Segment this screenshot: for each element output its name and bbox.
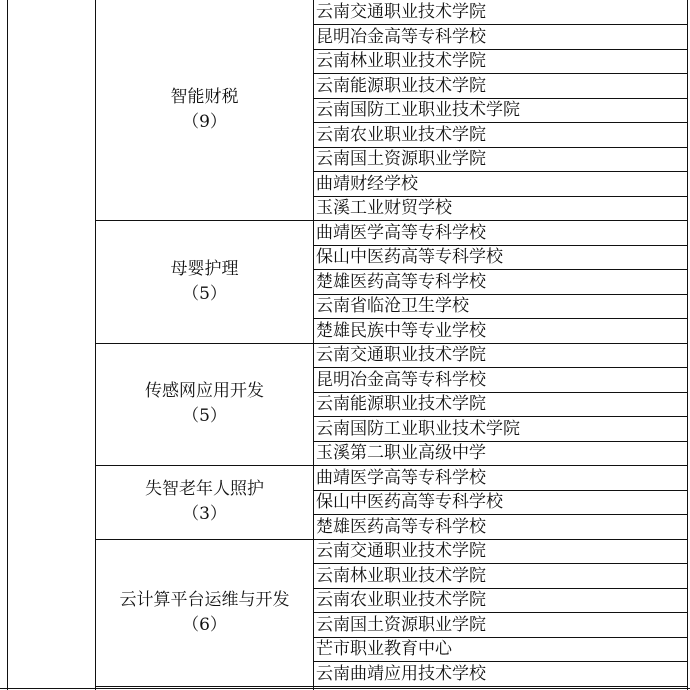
school-name: 芒市职业教育中心: [316, 639, 452, 659]
program-cell: [96, 85, 313, 135]
grid-line: [95, 686, 688, 687]
school-name: 云南国土资源职业学院: [316, 149, 486, 169]
school-name: 楚雄医药高等专科学校: [316, 271, 486, 292]
grid-line: [313, 0, 314, 690]
school-name: 云南农业职业技术学院: [316, 590, 486, 610]
school-name: 云南交通职业技术学院: [316, 541, 486, 561]
grid-line: [7, 0, 8, 690]
program-name: 传感网应用开发: [145, 381, 264, 402]
school-name: 楚雄医药高等专科学校: [316, 516, 486, 537]
school-name: 保山中医药高等专科学校: [316, 247, 503, 267]
school-name: 云南国防工业职业技术学院: [316, 100, 520, 120]
school-name: 玉溪第二职业高级中学: [316, 443, 486, 463]
program-count: （5）: [182, 283, 227, 304]
program-name: 智能财税: [170, 87, 239, 108]
school-name: 楚雄民族中等专业学校: [316, 320, 486, 341]
school-name: 云南林业职业技术学院: [316, 51, 486, 71]
school-name: 云南国防工业职业技术学院: [316, 418, 520, 439]
program-cell: [96, 257, 313, 307]
program-count: （6）: [182, 614, 227, 635]
grid-line: [0, 688, 690, 689]
school-name: 保山中医药高等专科学校: [316, 492, 503, 512]
school-name: 昆明冶金高等专科学校: [316, 26, 486, 47]
school-name: 云南能源职业技术学院: [316, 75, 486, 96]
school-name: 玉溪工业财贸学校: [316, 198, 452, 218]
school-name: 云南国土资源职业学院: [316, 614, 486, 635]
school-name: 昆明冶金高等专科学校: [316, 369, 486, 390]
program-cell: [96, 588, 313, 638]
program-name: 云计算平台运维与开发: [119, 589, 290, 610]
school-name: 曲靖财经学校: [316, 173, 418, 194]
program-name: 失智老年人照护: [145, 479, 264, 500]
program-cell: [96, 477, 313, 527]
program-count: （5）: [182, 406, 227, 427]
school-name: 云南省临沧卫生学校: [316, 296, 469, 316]
school-name: 云南交通职业技术学院: [316, 2, 486, 22]
school-name: 云南曲靖应用技术学校: [316, 663, 486, 684]
school-name: 曲靖医学高等专科学校: [316, 222, 486, 243]
school-name: 云南林业职业技术学院: [316, 565, 486, 586]
school-name: 云南农业职业技术学院: [316, 124, 486, 145]
school-name: 云南交通职业技术学院: [316, 345, 486, 365]
school-name: 曲靖医学高等专科学校: [316, 467, 486, 488]
program-count: （3）: [182, 504, 227, 525]
program-cell: [96, 379, 313, 429]
school-name: 云南能源职业技术学院: [316, 394, 486, 414]
program-name: 母婴护理: [170, 258, 239, 279]
program-count: （9）: [182, 112, 227, 133]
grid-line: [687, 0, 688, 690]
